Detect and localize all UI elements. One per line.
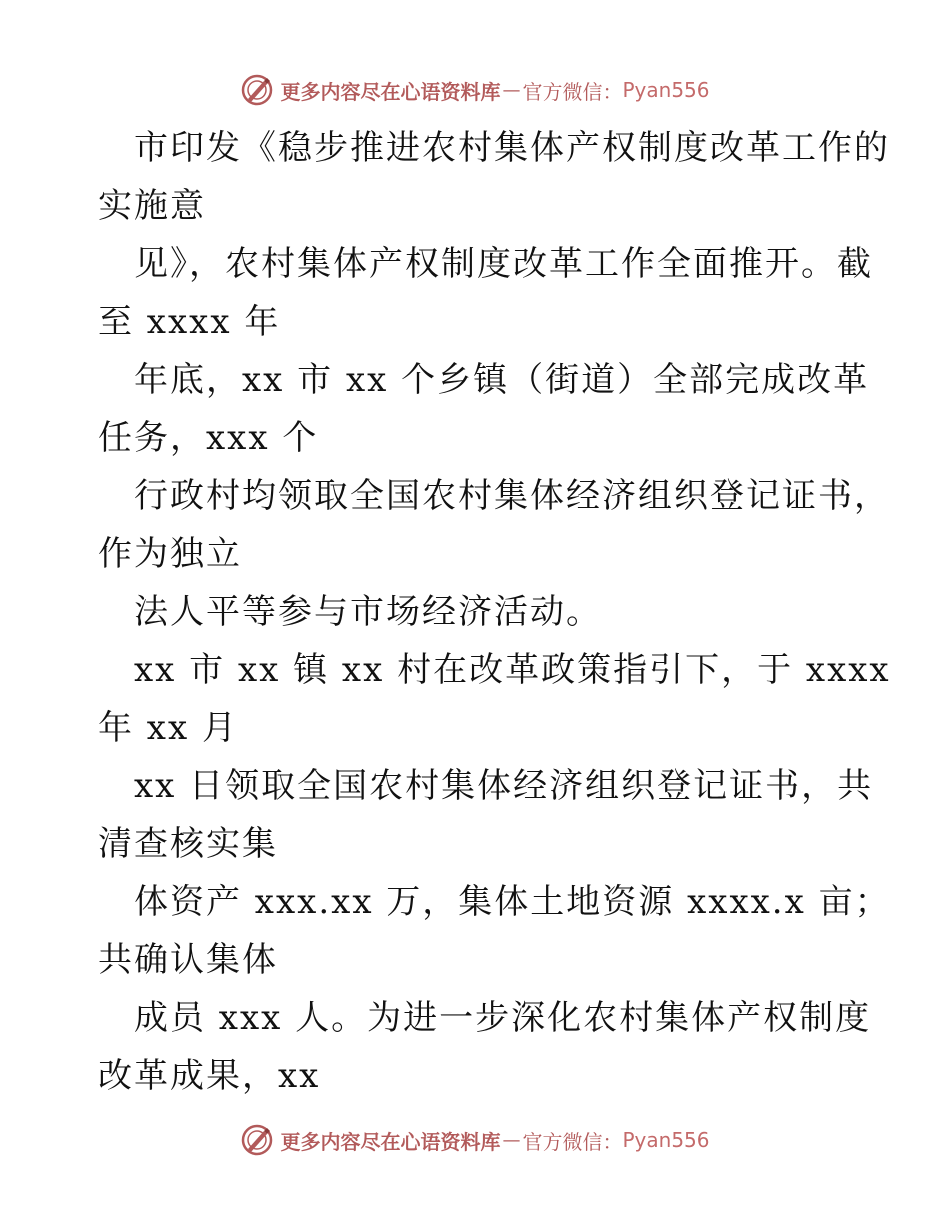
text-line: 法人平等参与市场经济活动。 [134, 592, 602, 632]
text-line: 见》，农村集体产权制度改革工作全面推开。截 [134, 244, 873, 284]
banner-wechat-id: Pyan556 [622, 78, 710, 102]
banner-separator: — [502, 1129, 521, 1151]
banner-brand-text: 更多内容尽在心语资料库 [280, 79, 501, 104]
text-line: 任务，xxx 个 [98, 418, 319, 458]
text-line: 作为独立 [98, 534, 242, 574]
text-line: 实施意 [98, 186, 206, 226]
text-line: 年 xx 月 [98, 708, 238, 748]
text-line: 年底，xx 市 xx 个乡镇（街道）全部完成改革 [134, 360, 870, 400]
text-line: 成员 xxx 人。为进一步深化农村集体产权制度 [134, 998, 872, 1038]
text-line: xx 日领取全国农村集体经济组织登记证书，共 [134, 766, 874, 806]
banner-wechat-id: Pyan556 [622, 1128, 710, 1152]
header-banner [0, 70, 950, 110]
text-line: xx 市 xx 镇 xx 村在改革政策指引下，于 xxxx [134, 650, 891, 690]
text-line: 至 xxxx 年 [98, 302, 281, 342]
document-body [98, 119, 891, 1105]
banner-wechat-label: 官方微信： [522, 79, 623, 104]
text-line: 清查核实集 [98, 824, 278, 864]
text-line: 市印发《稳步推进农村集体产权制度改革工作的 [134, 128, 890, 168]
banner-brand-text: 更多内容尽在心语资料库 [280, 1129, 501, 1154]
banner-separator: — [502, 79, 521, 101]
banner-wechat-label: 官方微信： [522, 1129, 623, 1154]
pen-logo-icon [240, 73, 274, 107]
text-line: 改革成果，xx [98, 1056, 321, 1096]
footer-banner [0, 1120, 950, 1160]
text-line: 行政村均领取全国农村集体经济组织登记证书， [134, 476, 890, 516]
text-line: 共确认集体 [98, 940, 278, 980]
pen-logo-icon [240, 1123, 274, 1157]
text-line: 体资产 xxx.xx 万，集体土地资源 xxxx.x 亩； [134, 882, 891, 922]
